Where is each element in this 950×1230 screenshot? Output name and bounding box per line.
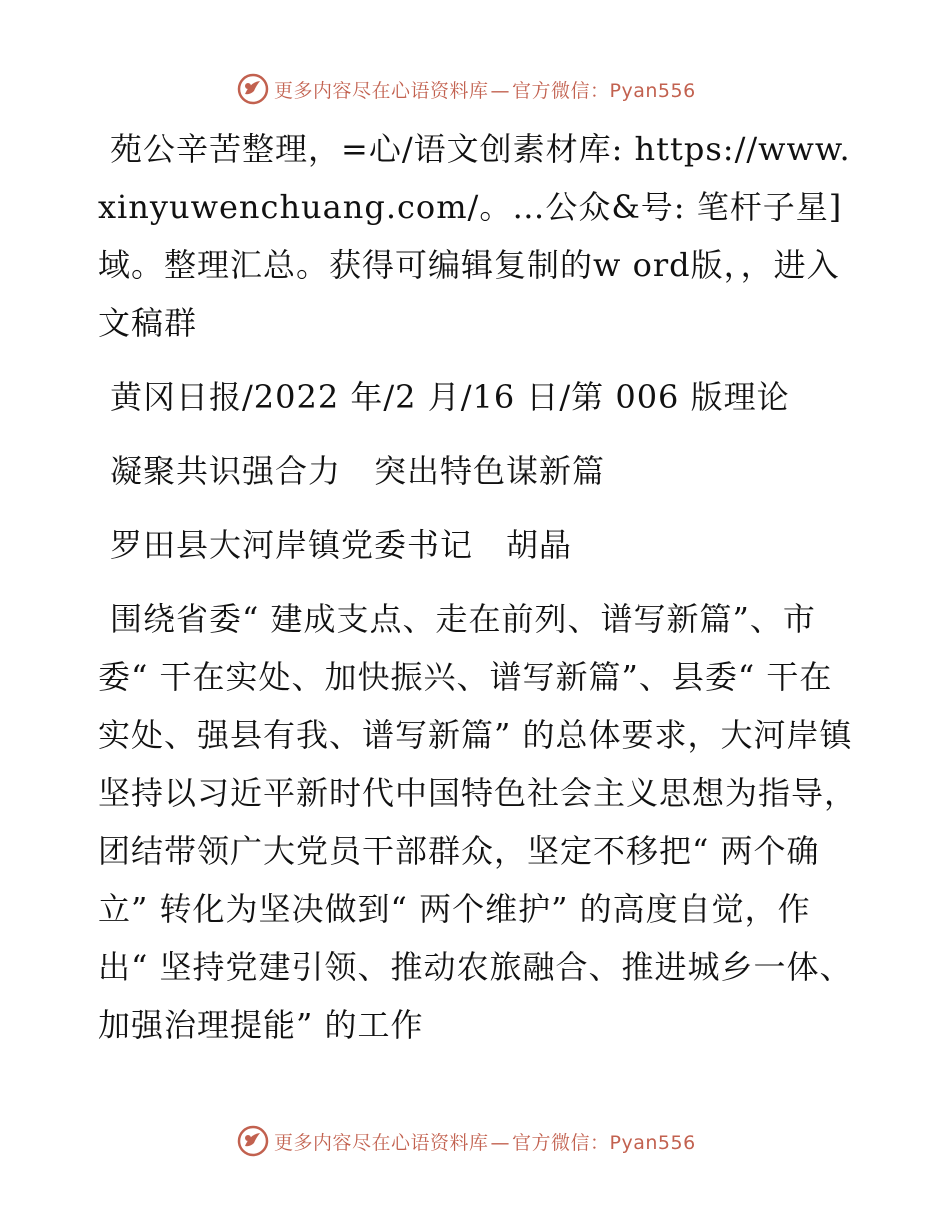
red-circle-logo-icon (236, 1124, 270, 1158)
document-body (98, 120, 858, 1054)
body-paragraph: 围绕省委“ 建成支点、走在前列、谱写新篇”、市委“ 干在实处、加快振兴、谱写新篇”、县委“ 干在实处、强县有我、谱写新篇” 的总体要求，大河岸镇坚持以习近平新时代中国特色社会主义思想为指导，团结带领广大党员干部群众，坚定不移把“ 两个确立” 转化为坚决做到“ 两个维护” 的高度自觉，作出“ 坚持党建引领、推动农旅融合、推进城乡一体、加强治理提能” 的工作 (98, 600, 858, 1044)
source-line: 黄冈日报/2022 年/2 月/16 日/第 006 版理论 (110, 378, 790, 416)
banner-separator: — (490, 79, 511, 102)
banner-separator: — (490, 1131, 511, 1154)
header-banner (236, 72, 696, 106)
banner-wechat: 官方微信：Pyan556 (512, 79, 696, 102)
banner-text (274, 1128, 696, 1155)
footer-banner (236, 1124, 696, 1158)
banner-title: 更多内容尽在心语资料库 (274, 79, 489, 102)
banner-text (274, 76, 696, 103)
banner-wechat: 官方微信：Pyan556 (512, 1131, 696, 1154)
author-line: 罗田县大河岸镇党委书记 胡晶 (110, 526, 573, 564)
red-circle-logo-icon (236, 72, 270, 106)
banner-title: 更多内容尽在心语资料库 (274, 1131, 489, 1154)
intro-paragraph: 苑公辛苦整理，=心/语文创素材库: https://www.xinyuwenchuang.com/。…公众&号: 笔杆子星]域。整理汇总。获得可编辑复制的w ord版，，进入文稿群 (98, 130, 851, 342)
article-title: 凝聚共识强合力 突出特色谋新篇 (110, 452, 606, 490)
